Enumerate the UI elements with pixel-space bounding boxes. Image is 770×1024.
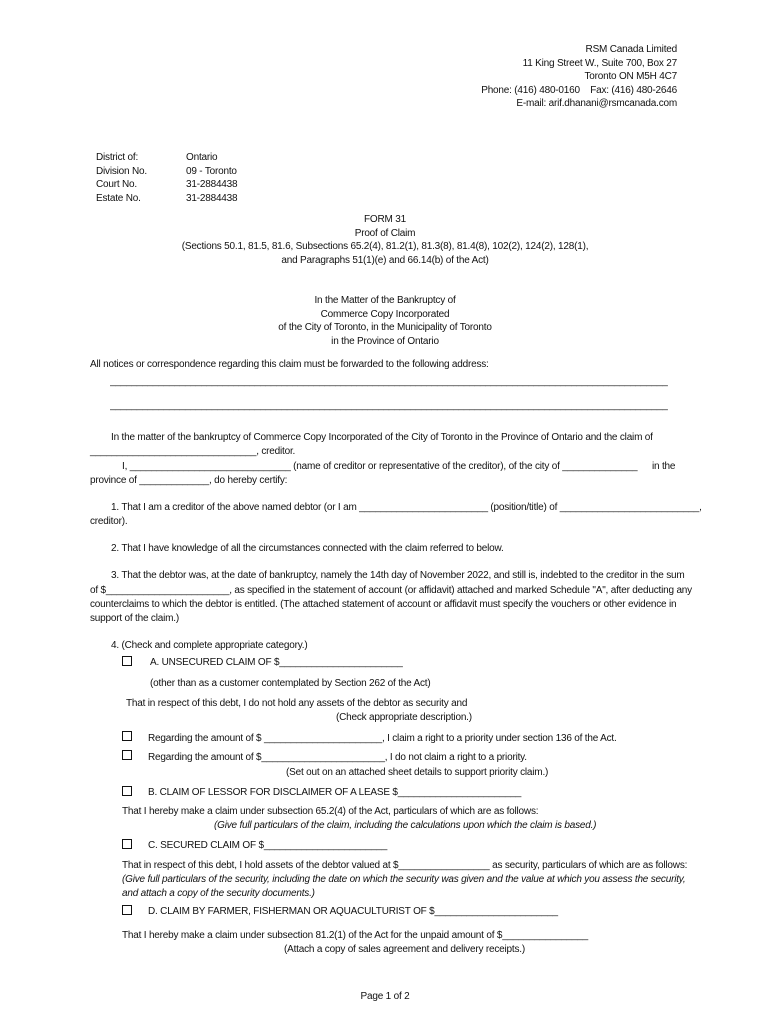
checkbox-secured-claim[interactable] <box>122 839 132 849</box>
form-heading <box>90 213 680 267</box>
detail-value: 09 - Toronto <box>186 165 237 177</box>
page-number: Page 1 of 2 <box>360 991 410 1002</box>
claim-intro-3b: in the <box>652 461 676 472</box>
address-line-1[interactable]: ________________________________________________________________________________________________________ <box>110 376 668 387</box>
matter-line-2: Commerce Copy Incorporated <box>320 308 450 320</box>
form-title: Proof of Claim <box>354 227 416 239</box>
item-4: 4. (Check and complete appropriate category.) <box>111 640 308 651</box>
matter-line-1: In the Matter of the Bankruptcy of <box>314 295 456 306</box>
form-sections-1: (Sections 50.1, 81.5, 81.6, Subsections 65.2(4), 81.2(1), 81.3(8), 81.4(8), 102(2), 124(2), 128(1), <box>181 241 589 252</box>
item-1-line-1[interactable]: 1. That I am a creditor of the above named debtor (or I am ________________________ (position/title) of __________________________, <box>111 502 702 513</box>
secured-claim-title[interactable]: C. SECURED CLAIM OF $_______________________ <box>148 840 388 851</box>
claim-intro-2[interactable]: _______________________________, creditor. <box>90 446 296 457</box>
farmer-claim-line-2: (Attach a copy of sales agreement and delivery receipts.) <box>284 944 525 955</box>
detail-label: District of: <box>96 152 139 163</box>
firm-address-1: 11 King Street W., Suite 700, Box 27 <box>522 57 677 69</box>
firm-name: RSM Canada Limited <box>585 44 677 55</box>
claim-intro-1: In the matter of the bankruptcy of Commerce Copy Incorporated of the City of Toronto in the Province of Ontario and the claim of <box>111 432 653 443</box>
detail-value: 31-2884438 <box>186 192 238 204</box>
unsecured-claim-title[interactable]: A. UNSECURED CLAIM OF $_______________________ <box>150 657 403 668</box>
matter-heading <box>90 294 680 348</box>
secured-claim-line-3: and attach a copy of the security documents.) <box>122 888 315 899</box>
no-priority-text[interactable]: Regarding the amount of $_______________________, I do not claim a right to a priority. <box>148 752 527 763</box>
form-sections-2: and Paragraphs 51(1)(e) and 66.14(b) of the Act) <box>281 254 489 266</box>
firm-phone-fax: Phone: (416) 480-0160 Fax: (416) 480-2646 <box>481 84 677 96</box>
checkbox-no-priority[interactable] <box>122 750 132 760</box>
priority-claim-text[interactable]: Regarding the amount of $ ______________________, I claim a right to a priority under section 136 of the Act. <box>148 733 617 744</box>
firm-header <box>377 43 677 111</box>
item-3-line-4: support of the claim.) <box>90 613 179 624</box>
detail-label: Division No. <box>96 165 147 177</box>
detail-label: Court No. <box>96 179 137 190</box>
priority-note: (Set out on an attached sheet details to support priority claim.) <box>286 767 549 778</box>
matter-line-4: in the Province of Ontario <box>331 335 439 347</box>
detail-label: Estate No. <box>96 192 141 204</box>
unsecured-check-note: (Check appropriate description.) <box>336 712 472 723</box>
detail-row <box>96 165 237 179</box>
item-3-line-2[interactable]: of $_______________________, as specified in the statement of account (or affidavit) attached and marked Schedule "A", after deducting any <box>90 585 692 596</box>
farmer-claim-title[interactable]: D. CLAIM BY FARMER, FISHERMAN OR AQUACULTURIST OF $_______________________ <box>148 906 558 917</box>
item-2: 2. That I have knowledge of all the circumstances connected with the claim referred to below. <box>111 543 504 554</box>
lessor-claim-line-2: (Give full particulars of the claim, including the calculations upon which the claim is based.) <box>214 820 597 831</box>
checkbox-priority-claim[interactable] <box>122 731 132 741</box>
item-3-line-3: counterclaims to which the debtor is entitled. (The attached statement of account or affidavit must specify the vouchers or other evidence in <box>90 599 677 610</box>
unsecured-claim-note: (other than as a customer contemplated by Section 262 of the Act) <box>150 678 431 689</box>
firm-address-2: Toronto ON M5H 4C7 <box>584 71 677 82</box>
checkbox-unsecured[interactable] <box>122 656 132 666</box>
claim-intro-4[interactable]: province of _____________, do hereby certify: <box>90 475 288 486</box>
lessor-claim-line-1: That I hereby make a claim under subsection 65.2(4) of the Act, particulars of which are as follows: <box>122 806 539 817</box>
notices-text: All notices or correspondence regarding this claim must be forwarded to the following address: <box>90 359 489 370</box>
firm-email: E-mail: arif.dhanani@rsmcanada.com <box>516 98 677 109</box>
form-number: FORM 31 <box>364 214 406 225</box>
detail-value: Ontario <box>186 152 218 163</box>
detail-row <box>96 192 237 206</box>
detail-row <box>96 178 237 192</box>
checkbox-farmer-claim[interactable] <box>122 905 132 915</box>
item-3-line-1: 3. That the debtor was, at the date of bankruptcy, namely the 14th day of November 2022, and still is, indebted to the creditor in the sum <box>111 570 685 581</box>
address-line-2[interactable]: ________________________________________________________________________________________________________ <box>110 400 668 411</box>
unsecured-security-line: That in respect of this debt, I do not hold any assets of the debtor as security and <box>126 698 468 709</box>
item-1-line-2: creditor). <box>90 516 128 527</box>
secured-claim-line-2: (Give full particulars of the security, including the date on which the security was given and the value at which you assess the security, <box>122 874 686 885</box>
claim-intro-3[interactable]: I, ______________________________ (name of creditor or representative of the creditor), of the city of ______________ <box>122 461 638 472</box>
estate-details <box>96 151 237 205</box>
secured-claim-line-1[interactable]: That in respect of this debt, I hold assets of the debtor valued at $_________________ as security, particulars of which are as follows: <box>122 860 688 871</box>
detail-value: 31-2884438 <box>186 179 238 190</box>
detail-row <box>96 151 237 165</box>
farmer-claim-line-1[interactable]: That I hereby make a claim under subsection 81.2(1) of the Act for the unpaid amount of $________________ <box>122 930 588 941</box>
lessor-claim-title[interactable]: B. CLAIM OF LESSOR FOR DISCLAIMER OF A LEASE $_______________________ <box>148 787 522 798</box>
matter-line-3: of the City of Toronto, in the Municipality of Toronto <box>278 322 492 333</box>
checkbox-lessor-claim[interactable] <box>122 786 132 796</box>
